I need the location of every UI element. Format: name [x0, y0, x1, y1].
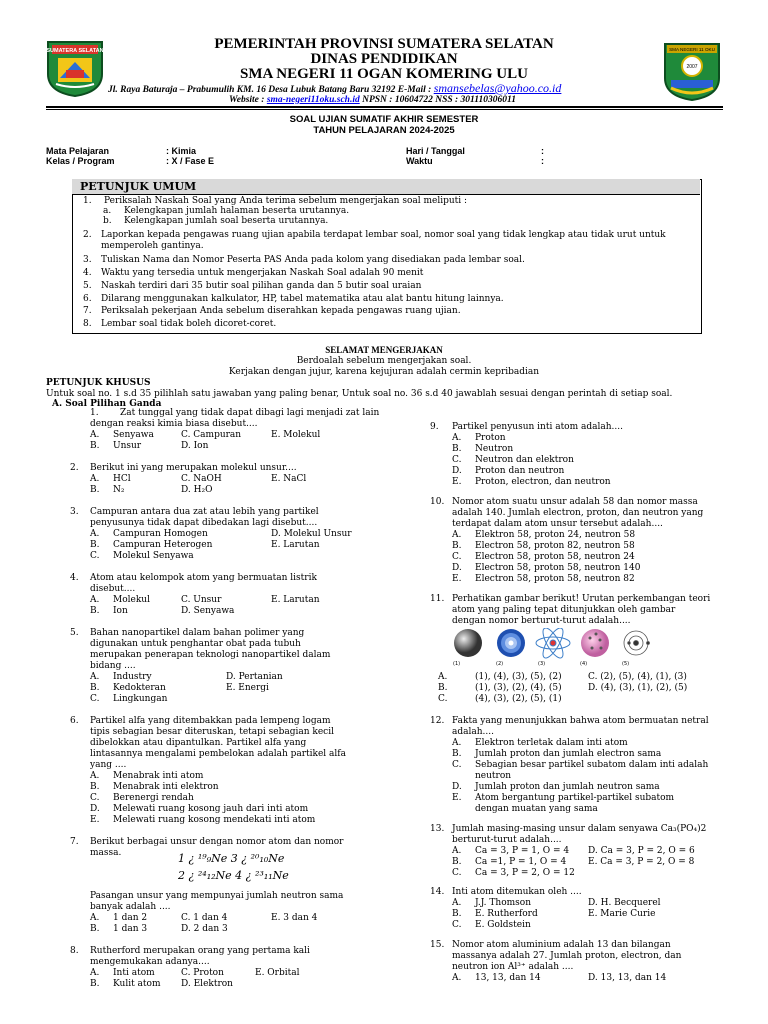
question-line-left: digunakan untuk penghantar obat pada tubuh — [90, 639, 301, 649]
question-line-left: 5. — [70, 628, 79, 638]
question-line-right: A. — [438, 672, 448, 682]
question-line-left: lintasannya mengalami pembelokan adalah partikel alfa — [90, 749, 346, 759]
question-line-left: Lingkungan — [113, 694, 168, 704]
question-line-right: D. 13, 13, dan 14 — [588, 973, 667, 983]
question-line-left: 1 dan 2 — [113, 913, 148, 923]
question-line-right: massanya adalah 27. Jumlah proton, electron, dan — [452, 951, 682, 961]
question-line-right: Electron 58, proton 82, neutron 58 — [475, 541, 635, 551]
isotope-row-2: 2 ¿ ²⁴₁₂Ne 4 ¿ ²³₁₁Ne — [178, 869, 289, 882]
question-line-right: 14. — [430, 887, 445, 897]
petunjuk-khusus-title: PETUNJUK KHUSUS — [46, 378, 151, 388]
question-line-left: Berikut berbagai unsur dengan nomor atom dan nomor — [90, 837, 344, 847]
atom-model-3 — [536, 628, 570, 661]
question-line-right: 10. — [430, 497, 445, 507]
question-line-left: Campuran Heterogen — [113, 540, 213, 550]
question-line-right: Nomor atom suatu unsur adalah 58 dan nomor massa — [452, 497, 698, 507]
question-line-right: A. — [452, 846, 462, 856]
question-line-right: D. H. Becquerel — [588, 898, 661, 908]
question-line-left: E. 3 dan 4 — [271, 913, 318, 923]
petunjuk-umum-item: Lembar soal tidak boleh dicoret-coret. — [101, 319, 277, 329]
petunjuk-umum-number: a. — [103, 206, 112, 216]
question-line-right: A. — [452, 973, 462, 983]
question-line-right: C. — [452, 920, 462, 930]
question-line-left: Zat tunggal yang tidak dapat dibagi lagi menjadi zat lain — [120, 408, 380, 418]
question-line-left: Unsur — [113, 441, 142, 451]
question-line-left: yang .... — [90, 760, 127, 770]
petunjuk-umum-item: Periksalah Naskah Soal yang Anda terima sebelum mengerjakan soal meliputi : — [104, 196, 468, 206]
question-line-left: N₂ — [113, 485, 125, 495]
question-line-left: D. Ion — [181, 441, 209, 451]
question-line-left: dengan reaksi kimia biasa disebut.... — [90, 419, 258, 429]
question-line-left: E. — [90, 815, 100, 825]
hari-label: Hari / Tanggal — [406, 146, 465, 156]
exam-year: TAHUN PELAJARAN 2024-2025 — [313, 125, 455, 136]
question-line-left: 3. — [70, 507, 79, 517]
petunjuk-umum-number: 1. — [83, 196, 92, 206]
petunjuk-umum-number: 5. — [83, 281, 92, 291]
question-line-left: B. — [90, 979, 100, 989]
question-line-left: E. Energi — [226, 683, 269, 693]
question-line-right: Atom bergantung partikel-partikel subatom — [475, 793, 675, 803]
question-line-right: Sebagian besar partikel subatom dalam inti adalah — [475, 760, 709, 770]
petunjuk-umum-number: b. — [103, 216, 112, 226]
petunjuk-umum-number: 7. — [83, 306, 92, 316]
waktu-value: : — [541, 156, 544, 166]
petunjuk-umum-number: 8. — [83, 319, 92, 329]
question-line-right: 11. — [430, 594, 445, 604]
question-line-right: D. — [452, 466, 462, 476]
question-line-left: D. Pertanian — [226, 672, 283, 682]
address-line: Jl. Raya Baturaja – Prabumulih KM. 16 Desa Lubuk Batang Baru 32192 E-Mail : smansebelas@yahoo.co.id — [108, 81, 562, 95]
greeting-line-2: Kerjakan dengan jujur, karena kejujuran adalah cermin kepribadian — [228, 367, 540, 377]
question-line-left: D. 2 dan 3 — [181, 924, 228, 934]
question-line-right: (1), (3), (2), (4), (5) — [475, 683, 562, 693]
question-line-right: E. Marie Curie — [588, 909, 656, 919]
question-line-left: B. — [90, 485, 100, 495]
atom-label: (1) — [453, 661, 461, 667]
question-line-left: E. Molekul — [271, 430, 321, 440]
question-line-left: Melewati ruang kosong jauh dari inti atom — [113, 804, 309, 814]
question-line-right: E. — [452, 477, 462, 487]
question-line-left: mengemukakan adanya.... — [90, 957, 210, 967]
question-line-right: Electron 58, proton 58, neutron 82 — [475, 574, 635, 584]
question-line-left: 6. — [70, 716, 79, 726]
question-line-right: Nomor atom aluminium adalah 13 dan bilangan — [452, 940, 671, 950]
question-line-left: A. — [90, 430, 100, 440]
question-line-right: Ca = 3, P = 1, O = 4 — [475, 846, 570, 856]
question-line-right: Neutron dan elektron — [475, 455, 574, 465]
atom-model-1 — [454, 629, 482, 657]
question-line-right: Jumlah masing-masing unsur dalam senyawa Ca₃(PO₄)2 — [452, 824, 707, 834]
header-divider-thin — [46, 109, 723, 110]
question-line-left: A. — [90, 968, 100, 978]
question-line-right: E. Ca = 3, P = 2, O = 8 — [588, 857, 695, 867]
school-logo — [661, 40, 723, 102]
question-line-left: HCl — [113, 474, 131, 484]
question-line-left: D. Senyawa — [181, 606, 235, 616]
question-line-left: E. Orbital — [255, 968, 300, 978]
petunjuk-khusus-text: Untuk soal no. 1 s.d 35 pilihlah satu jawaban yang paling benar, Untuk soal no. 36 s.d 40 jawablah sesuai dengan perintah di setiap soal. — [46, 389, 673, 399]
question-line-left: disebut.... — [90, 584, 136, 594]
question-line-right: E. Rutherford — [475, 909, 538, 919]
question-line-right: (1), (4), (3), (5), (2) — [475, 672, 562, 682]
question-line-left: B. — [90, 540, 100, 550]
question-line-right: neutron ion Al³⁺ adalah .... — [452, 962, 574, 972]
exam-title: SOAL UJIAN SUMATIF AKHIR SEMESTER — [289, 114, 479, 125]
question-line-right: Inti atom ditemukan oleh .... — [452, 887, 582, 897]
question-line-right: A. — [452, 530, 462, 540]
isotope-row-1: 1 ¿ ¹⁹₉Ne 3 ¿ ²⁰₁₀Ne — [178, 852, 285, 865]
petunjuk-umum-number: 2. — [83, 230, 92, 240]
question-line-left: C. Proton — [181, 968, 224, 978]
question-line-right: (4), (3), (2), (5), (1) — [475, 694, 562, 704]
question-line-right: Fakta yang menunjukkan bahwa atom bermuatan netral — [452, 716, 709, 726]
question-line-right: B. — [452, 909, 462, 919]
question-line-right: C. — [452, 552, 462, 562]
question-line-right: dengan nomor berturut-turut adalah.... — [452, 616, 631, 626]
question-line-left: Senyawa — [113, 430, 154, 440]
petunjuk-umum-item: Dilarang menggunakan kalkulator, HP, tabel matematika atau alat bantu hitung lainnya. — [101, 294, 504, 304]
question-line-left: Bahan nanopartikel dalam bahan polimer yang — [90, 628, 305, 638]
question-line-left: Menabrak inti atom — [113, 771, 204, 781]
question-line-left: 2. — [70, 463, 79, 473]
question-line-left: B. — [90, 782, 100, 792]
petunjuk-umum-item: Periksalah pekerjaan Anda sebelum diserahkan kepada pengawas ruang ujian. — [101, 306, 461, 316]
question-line-left: A. — [90, 771, 100, 781]
question-line-left: E. Larutan — [271, 540, 320, 550]
website-line: Website : sma-negeri11oku.sch.id NPSN : 10604722 NSS : 301110306011 — [229, 95, 516, 105]
question-line-right: Jumlah proton dan jumlah neutron sama — [475, 782, 660, 792]
question-line-right: 13. — [430, 824, 445, 834]
question-line-left: massa. — [90, 848, 122, 858]
question-line-left: Kedokteran — [113, 683, 166, 693]
logo-right-year: 2007 — [686, 64, 698, 70]
question-line-left: A. — [90, 672, 100, 682]
kelas-value: : X / Fase E — [166, 156, 215, 166]
question-line-right: E. — [452, 574, 462, 584]
question-line-right: 15. — [430, 940, 445, 950]
question-line-right: adalah 140. Jumlah electron, proton, dan neutron yang — [452, 508, 704, 518]
gov-title: PEMERINTAH PROVINSI SUMATERA SELATAN — [214, 36, 554, 52]
header-divider — [46, 106, 723, 108]
atom-label: (4) — [580, 661, 588, 667]
question-line-right: C. — [438, 694, 448, 704]
question-line-left: A. — [90, 474, 100, 484]
question-line-left: D. Elektron — [181, 979, 233, 989]
question-line-left: B. — [90, 924, 100, 934]
question-line-right: E. — [452, 793, 462, 803]
agency-title: DINAS PENDIDIKAN — [310, 51, 458, 67]
atom-model-4 — [581, 629, 609, 657]
question-line-right: Jumlah proton dan jumlah electron sama — [475, 749, 662, 759]
question-line-left: penyusunya tidak dapat dibedakan lagi disebut.... — [90, 518, 318, 528]
question-line-left: C. — [90, 551, 100, 561]
question-line-right: B. — [452, 749, 462, 759]
question-line-left: Ion — [113, 606, 128, 616]
question-line-right: Ca = 3, P = 2, O = 12 — [475, 868, 575, 878]
question-line-right: E. Goldstein — [475, 920, 531, 930]
school-title: SMA NEGERI 11 OGAN KOMERING ULU — [240, 66, 528, 82]
section-a-title: A. Soal Pilihan Ganda — [52, 399, 162, 409]
website-link[interactable]: sma-negeri11oku.sch.id — [266, 95, 360, 105]
question-line-right: 9. — [430, 422, 439, 432]
question-line-left: Industry — [113, 672, 152, 682]
question-line-left: Atom atau kelompok atom yang bermuatan listrik — [90, 573, 317, 583]
question-line-right: Elektron 58, proton 24, neutron 58 — [475, 530, 636, 540]
question-line-left: E. Larutan — [271, 595, 320, 605]
question-line-left: 7. — [70, 837, 79, 847]
question-line-left: dibelokkan atau dipantulkan. Partikel alfa yang — [90, 738, 307, 748]
question-line-left: D. — [90, 804, 100, 814]
question-line-right: A. — [452, 738, 462, 748]
question-line-right: Electron 58, proton 58, neutron 24 — [475, 552, 635, 562]
question-line-left: A. — [90, 529, 100, 539]
petunjuk-umum-item: Waktu yang tersedia untuk mengerjakan Naskah Soal adalah 90 menit — [101, 268, 424, 278]
question-line-left: Melewati ruang kosong mendekati inti atom — [113, 815, 316, 825]
question-line-right: B. — [452, 857, 462, 867]
question-line-left: Partikel alfa yang ditembakkan pada lempeng logam — [90, 716, 331, 726]
question-line-left: 1. — [90, 408, 99, 418]
petunjuk-umum-item: memperoleh gantinya. — [101, 241, 204, 251]
question-line-left: C. Campuran — [181, 430, 242, 440]
question-line-right: A. — [452, 898, 462, 908]
question-line-left: A. — [90, 595, 100, 605]
question-line-left: 1 dan 3 — [113, 924, 148, 934]
atom-model-2 — [497, 629, 525, 657]
question-line-left: Kulit atom — [113, 979, 161, 989]
petunjuk-umum-item: Kelengkapan jumlah halaman beserta urutannya. — [124, 206, 350, 216]
petunjuk-umum-number: 4. — [83, 268, 92, 278]
question-line-right: Proton, electron, dan neutron — [475, 477, 611, 487]
question-line-left: C. — [90, 694, 100, 704]
question-line-left: 8. — [70, 946, 79, 956]
petunjuk-umum-number: 3. — [83, 255, 92, 265]
atom-models-figure — [450, 628, 650, 668]
question-line-left: B. — [90, 683, 100, 693]
question-line-right: D. Ca = 3, P = 2, O = 6 — [588, 846, 695, 856]
greeting-title: SELAMAT MENGERJAKAN — [325, 345, 443, 355]
question-line-right: dengan muatan yang sama — [475, 804, 598, 814]
atom-label: (5) — [622, 661, 630, 667]
question-line-left: Campuran Homogen — [113, 529, 208, 539]
question-line-right: D. — [452, 563, 462, 573]
question-line-right: neutron — [475, 771, 512, 781]
atom-label: (3) — [538, 661, 546, 667]
question-line-left: Pasangan unsur yang mempunyai jumlah neutron sama — [90, 891, 344, 901]
question-line-left: B. — [90, 441, 100, 451]
question-line-right: A. — [452, 433, 462, 443]
question-line-right: C. — [452, 455, 462, 465]
logo-left-label: SUMATERA SELATAN — [46, 48, 104, 54]
question-line-left: merupakan penerapan teknologi nanopartikel dalam — [90, 650, 331, 660]
question-line-right: Perhatikan gambar berikut! Urutan perkembangan teori — [452, 594, 711, 604]
question-line-right: B. — [452, 444, 462, 454]
question-line-left: Berikut ini yang merupakan molekul unsur.... — [90, 463, 297, 473]
question-line-right: Electron 58, proton 58, neutron 140 — [475, 563, 641, 573]
petunjuk-umum-title: PETUNJUK UMUM — [80, 180, 197, 193]
question-line-right: C. — [452, 760, 462, 770]
petunjuk-umum-item: Tuliskan Nama dan Nomor Peserta PAS Anda pada kolom yang disediakan pada lembar soal. — [101, 255, 525, 265]
hari-value: : — [541, 146, 544, 156]
question-line-right: Ca =1, P = 1, O = 4 — [475, 857, 567, 867]
question-line-left: C. 1 dan 4 — [181, 913, 228, 923]
petunjuk-umum-number: 6. — [83, 294, 92, 304]
question-line-left: banyak adalah .... — [90, 902, 171, 912]
question-line-right: Partikel penyusun inti atom adalah.... — [452, 422, 623, 432]
question-line-right: B. — [452, 541, 462, 551]
question-line-right: terdapat dalam atom unsur tersebut adalah.... — [452, 519, 663, 529]
question-line-right: Elektron terletak dalam inti atom — [475, 738, 628, 748]
question-line-left: B. — [90, 606, 100, 616]
question-line-left: E. NaCl — [271, 474, 307, 484]
question-line-left: C. — [90, 793, 100, 803]
question-line-right: Neutron — [475, 444, 514, 454]
question-line-left: bidang .... — [90, 661, 136, 671]
question-line-left: Berenergi rendah — [113, 793, 194, 803]
question-line-left: Rutherford merupakan orang yang pertama kali — [90, 946, 310, 956]
petunjuk-umum-item: Naskah terdiri dari 35 butir soal pilihan ganda dan 5 butir soal uraian — [101, 281, 422, 291]
atom-label: (2) — [496, 661, 504, 667]
atom-model-5 — [624, 631, 650, 655]
question-line-right: berturut-turut adalah.... — [452, 835, 562, 845]
question-line-left: C. NaOH — [181, 474, 222, 484]
question-line-right: B. — [438, 683, 448, 693]
question-line-right: 13, 13, dan 14 — [475, 973, 541, 983]
question-line-right: adalah.... — [452, 727, 494, 737]
logo-right-label: SMA NEGERI 11 OKU — [669, 47, 715, 52]
question-line-left: D. Molekul Unsur — [271, 529, 352, 539]
question-line-left: tipis sebagian besar diteruskan, tetapi sebagian kecil — [90, 727, 334, 737]
kelas-label: Kelas / Program — [46, 156, 115, 166]
question-line-right: J.J. Thomson — [475, 898, 531, 908]
greeting-line-1: Berdoalah sebelum mengerjakan soal. — [296, 356, 472, 366]
question-line-left: Molekul Senyawa — [113, 551, 194, 561]
question-line-left: Inti atom — [113, 968, 155, 978]
question-line-right: C. — [452, 868, 462, 878]
question-line-right: Proton — [475, 433, 506, 443]
question-line-left: Campuran antara dua zat atau lebih yang partikel — [90, 507, 319, 517]
question-line-left: C. Unsur — [181, 595, 222, 605]
question-line-right: Proton dan neutron — [475, 466, 565, 476]
petunjuk-umum-item: Kelengkapan jumlah soal beserta urutannya. — [124, 216, 329, 226]
question-line-left: A. — [90, 913, 100, 923]
mapel-label: Mata Pelajaran — [46, 146, 110, 156]
question-line-left: D. H₂O — [181, 485, 213, 495]
question-line-right: D. (4), (3), (1), (2), (5) — [588, 683, 688, 693]
question-line-left: Menabrak inti elektron — [113, 782, 219, 792]
mapel-value: : Kimia — [166, 146, 197, 156]
question-line-left: Molekul — [113, 595, 150, 605]
email-link[interactable]: smansebelas@yahoo.co.id — [433, 81, 562, 95]
question-line-left: 4. — [70, 573, 79, 583]
question-line-right: D. — [452, 782, 462, 792]
waktu-label: Waktu — [406, 156, 433, 166]
question-line-right: C. (2), (5), (4), (1), (3) — [588, 672, 687, 682]
petunjuk-umum-item: Laporkan kepada pengawas ruang ujian apabila terdapat lembar soal, nomor soal yang tidak lengkap atau tidak urut untuk — [101, 230, 666, 240]
question-line-right: 12. — [430, 716, 445, 726]
question-line-right: atom yang paling tepat ditunjukkan oleh gambar — [452, 605, 676, 615]
